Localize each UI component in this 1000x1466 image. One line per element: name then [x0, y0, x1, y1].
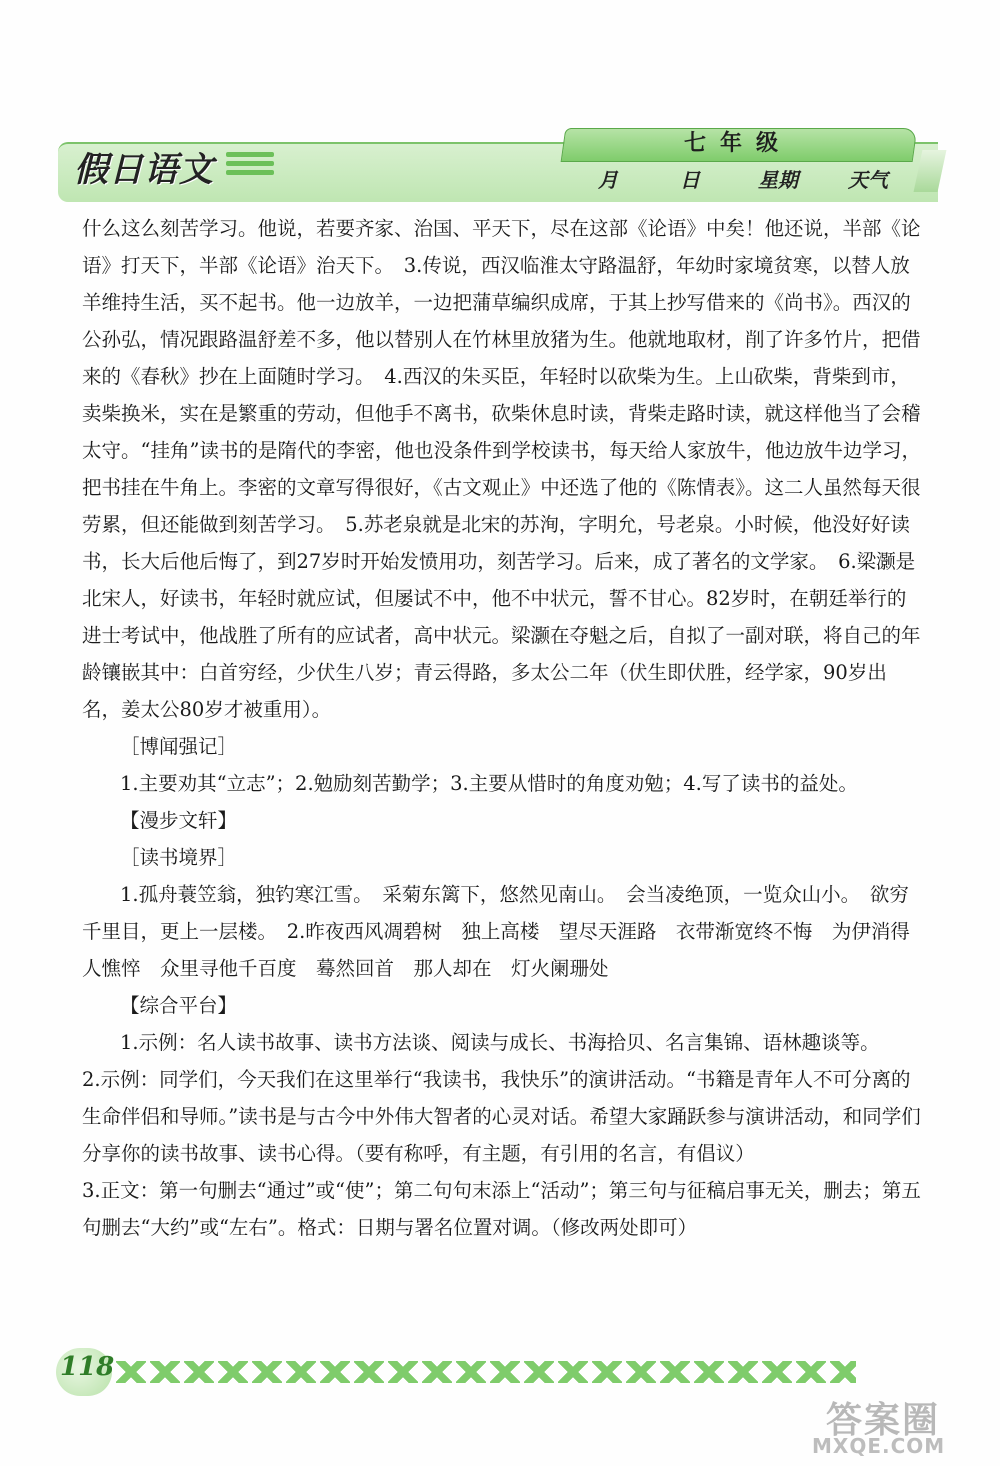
date-row	[588, 164, 918, 194]
paragraph: 1.示例：名人读书故事、读书方法谈、阅读与成长、书海拾贝、名言集锦、语林趣谈等。	[120, 1031, 880, 1054]
paragraph: 【漫步文轩】	[120, 809, 238, 832]
watermark	[812, 1392, 992, 1462]
lattice-ornament-icon	[286, 1361, 316, 1383]
lattice-ornament-icon	[354, 1361, 384, 1383]
paragraph: ［博闻强记］	[120, 735, 238, 758]
lattice-ornament-icon	[762, 1361, 792, 1383]
paragraph: ［读书境界］	[120, 846, 238, 869]
lattice-ornament-icon	[592, 1361, 622, 1383]
paragraph: 【综合平台】	[120, 994, 238, 1017]
date-label-weather: 天气	[848, 168, 888, 192]
lattice-ornament-icon	[150, 1361, 180, 1383]
watermark-logo: 答案圈	[826, 1400, 941, 1441]
lattice-ornament-icon	[660, 1361, 690, 1383]
date-label-day: 日	[680, 168, 700, 192]
lattice-ornament-icon	[796, 1361, 826, 1383]
lattice-ornament-icon	[184, 1361, 214, 1383]
brand-block	[74, 134, 284, 192]
lattice-ornament-icon	[558, 1361, 588, 1383]
paragraph: 1.主要劝其“立志”；2.勉励刻苦勤学；3.主要从惜时的角度劝勉；4.写了读书的益处。	[120, 772, 858, 795]
lattice-ornament-icon	[626, 1361, 656, 1383]
date-label-weekday: 星期	[758, 168, 798, 192]
lattice-ornament-icon	[116, 1361, 146, 1383]
lattice-ornament-icon	[830, 1361, 856, 1383]
grade-label: 七年级	[683, 131, 792, 156]
page-number-badge	[56, 1348, 115, 1396]
page-header	[58, 128, 938, 200]
lattice-ornament-icon	[388, 1361, 418, 1383]
lattice-ornament-icon	[524, 1361, 554, 1383]
paragraph: 3.正文：第一句删去“通过”或“使”；第二句句末添上“活动”；第三句与征稿启事无关，删去；第五句删去“大约”或“左右”。格式：日期与署名位置对调。（修改两处即可）	[82, 1179, 921, 1239]
lattice-ornament-icon	[422, 1361, 452, 1383]
watermark-url: MXQE.COM	[812, 1434, 946, 1458]
lattice-ornament-icon	[728, 1361, 758, 1383]
brand-stripes-icon	[226, 152, 274, 179]
page-number: 118	[60, 1352, 115, 1382]
date-label-month: 月	[598, 168, 618, 192]
paragraph: 1.孤舟蓑笠翁，独钓寒江雪。 采菊东篱下，悠然见南山。 会当凌绝顶，一览众山小。 欲穷千里目，更上一层楼。 2.昨夜西风凋碧树 独上高楼 望尽天涯路 衣带渐宽终不悔 为伊消得人憔悴 众里寻他千百度 蓦然回首 那人却在 灯火阑珊处	[82, 883, 910, 980]
answer-content	[82, 210, 922, 1246]
paragraph: 2.示例：同学们，今天我们在这里举行“我读书，我快乐”的演讲活动。“书籍是青年人不可分离的生命伴侣和导师。”读书是与古今中外伟大智者的心灵对话。希望大家踊跃参与演讲活动，和同学们分享你的读书故事、读书心得。（要有称呼，有主题，有引用的名言，有倡议）	[82, 1068, 921, 1165]
paragraph: 什么这么刻苦学习。他说，若要齐家、治国、平天下，尽在这部《论语》中矣！他还说，半部《论语》打天下，半部《论语》治天下。 3.传说，西汉临淮太守路温舒，年幼时家境贫寒，以替人放羊维持生活，买不起书。他一边放羊，一边把蒲草编织成席，于其上抄写借来的《尚书》。西汉的公孙弘，情况跟路温舒差不多，他以替别人在竹林里放猪为生。他就地取材，削了许多竹片，把借来的《春秋》抄在上面随时学习。 4.西汉的朱买臣，年轻时以砍柴为生。上山砍柴，背柴到市，卖柴换米，实在是繁重的劳动，但他手不离书，砍柴休息时读，背柴走路时读，就这样他当了会稽太守。“挂角”读书的是隋代的李密，他也没条件到学校读书，每天给人家放牛，他边放牛边学习，把书挂在牛角上。李密的文章写得很好，《古文观止》中还选了他的《陈情表》。这二人虽然每天很劳累，但还能做到刻苦学习。 5.苏老泉就是北宋的苏洵，字明允，号老泉。小时候，他没好好读书，长大后他后悔了，到27岁时开始发愤用功，刻苦学习。后来，成了著名的文学家。 6.梁灏是北宋人，好读书，年轻时就应试，但屡试不中，他不中状元，誓不甘心。82岁时，在朝廷举行的进士考试中，他战胜了所有的应试者，高中状元。梁灏在夺魁之后，自拟了一副对联，将自己的年龄镶嵌其中：白首穷经，少伏生八岁；青云得路，多太公二年（伏生即伏胜，经学家，90岁出名，姜太公80岁才被重用）。	[82, 217, 921, 721]
footer-decoration	[116, 1352, 856, 1392]
lattice-ornament-icon	[490, 1361, 520, 1383]
lattice-ornament-icon	[320, 1361, 350, 1383]
brand-title: 假日语文	[74, 150, 214, 190]
lattice-ornament-icon	[694, 1361, 724, 1383]
lattice-ornament-icon	[456, 1361, 486, 1383]
lattice-ornament-icon	[218, 1361, 248, 1383]
lattice-ornament-icon	[252, 1361, 282, 1383]
